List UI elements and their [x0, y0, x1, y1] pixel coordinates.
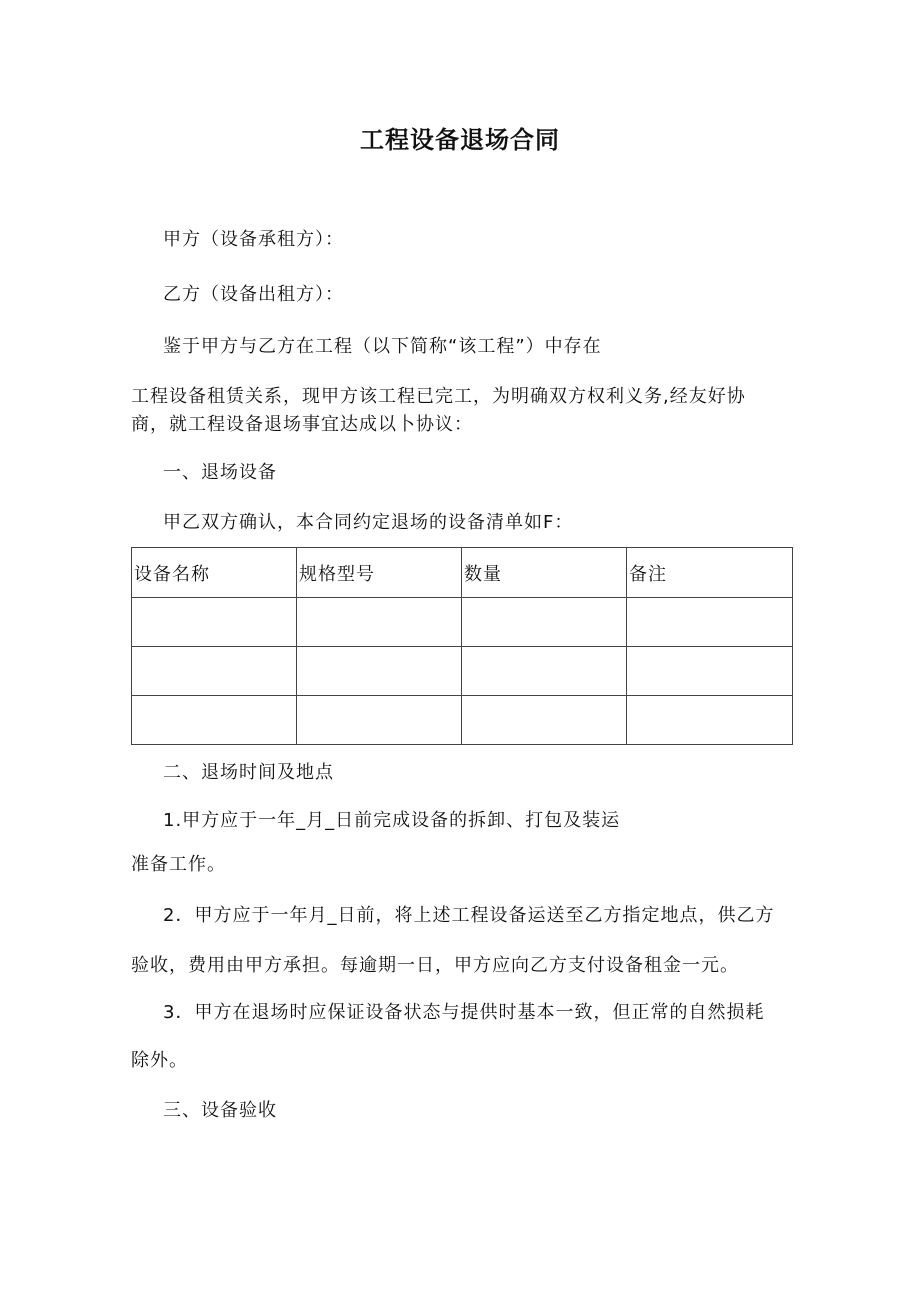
- equipment-table: [131, 547, 793, 745]
- table-cell: [462, 696, 627, 745]
- document-title: 工程设备退场合同: [360, 126, 560, 154]
- table-cell: [627, 696, 793, 745]
- party-a-line: 甲方（设备承租方）：: [163, 229, 344, 250]
- table-cell: [132, 696, 297, 745]
- section-2-item-2-line-1: 2．甲方应于一年月_日前，将上述工程设备运送至乙方指定地点，供乙方: [163, 905, 775, 926]
- table-row: [132, 598, 793, 647]
- table-row: [132, 696, 793, 745]
- section-2-item-1-line-1: 1.甲方应于一年_月_日前完成设备的拆卸、打包及装运: [163, 810, 621, 831]
- header-quantity: 数量: [462, 548, 627, 598]
- table-cell: [132, 598, 297, 647]
- table-header-row: [132, 548, 793, 598]
- header-equipment-name: 设备名称: [132, 548, 297, 598]
- header-remarks: 备注: [627, 548, 793, 598]
- section-2-item-1-line-2: 准备工作。: [131, 854, 226, 875]
- table-cell: [627, 647, 793, 696]
- table-cell: [297, 696, 462, 745]
- section-2-item-3-line-2: 除外。: [131, 1050, 188, 1071]
- party-b-line: 乙方（设备出租方）：: [163, 284, 344, 305]
- table-cell: [297, 647, 462, 696]
- section-2-heading: 二、退场时间及地点: [163, 762, 334, 783]
- table-cell: [462, 598, 627, 647]
- section-2-item-3-line-1: 3．甲方在退场时应保证设备状态与提供时基本一致，但正常的自然损耗: [163, 1002, 765, 1023]
- section-3-heading: 三、设备验收: [163, 1100, 277, 1121]
- preamble-line-3: 商，就工程设备退场事宜达成以卜协议：: [131, 414, 473, 435]
- preamble-line-2: 工程设备租赁关系，现甲方该工程已完工，为明确双方权利义务,经友好协: [131, 386, 746, 407]
- table-row: [132, 647, 793, 696]
- table-cell: [132, 647, 297, 696]
- preamble-line-1: 鉴于甲方与乙方在工程（以下简称“该工程”）中存在: [163, 336, 602, 357]
- section-1-heading: 一、退场设备: [163, 462, 277, 483]
- table-cell: [462, 647, 627, 696]
- section-1-intro: 甲乙双方确认，本合同约定退场的设备清单如F：: [163, 512, 574, 533]
- table-cell: [627, 598, 793, 647]
- table-cell: [297, 598, 462, 647]
- header-spec-model: 规格型号: [297, 548, 462, 598]
- section-2-item-2-line-2: 验收，费用由甲方承担。每逾期一日，甲方应向乙方支付设备租金一元。: [131, 955, 739, 976]
